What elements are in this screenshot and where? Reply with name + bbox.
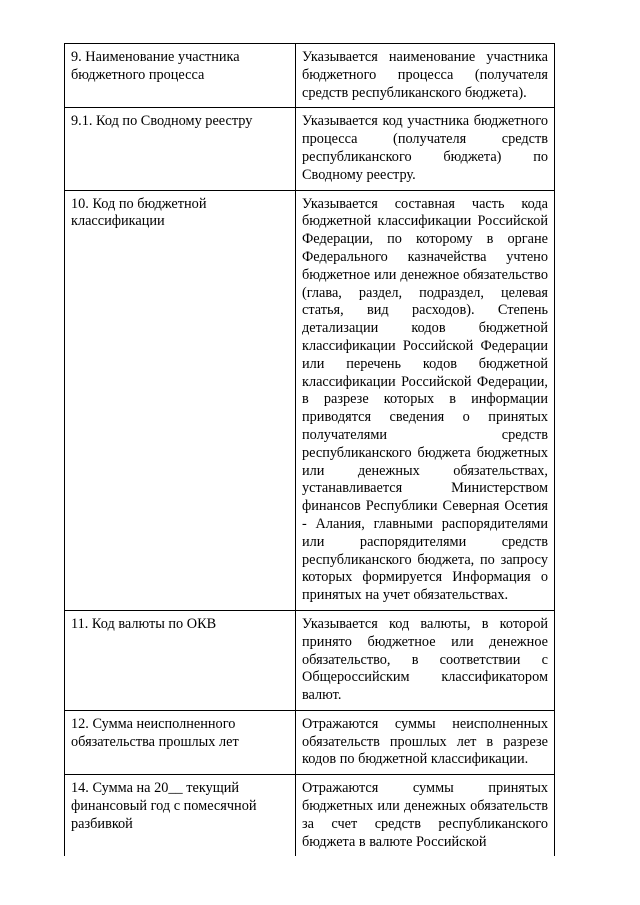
field-description-cell: Указывается составная часть кода бюджетной классификации Российской Федерации, по которому в органе Федерального казначейства учтено бюджетное или денежное обязательство (глава, раздел, подраздел, целевая статья, вид расходов). Степень детализации кодов бюджетной классификации Российской Федерации или перечень кодов бюджетной классификации Российской Федерации, в разрезе которых в информации приводятся сведения о принятых получателями средств республиканского бюджета бюджетных или денежных обязательствах, устанавливается Министерством финансов Республики Северная Осетия - Алания, главными распорядителями или распорядителями средств республиканского бюджета, по запросу которых формируется Информация о принятых на учет обязательствах. (296, 190, 555, 610)
table-row (65, 610, 555, 710)
table-row (65, 775, 555, 857)
field-name-cell: 11. Код валюты по ОКВ (65, 610, 296, 710)
field-description-cell: Указывается код участника бюджетного процесса (получателя средств республиканского бюджета) по Сводному реестру. (296, 108, 555, 190)
table-row (65, 710, 555, 774)
field-description-cell: Отражаются суммы принятых бюджетных или денежных обязательств за счет средств республиканского бюджета в валюте Российской (296, 775, 555, 857)
field-name-cell: 10. Код по бюджетной классификации (65, 190, 296, 610)
table-row (65, 44, 555, 108)
field-description-cell: Указывается наименование участника бюджетного процесса (получателя средств республиканского бюджета). (296, 44, 555, 108)
table-row (65, 108, 555, 190)
instructions-table (64, 43, 555, 856)
field-name-cell: 12. Сумма неисполненного обязательства прошлых лет (65, 710, 296, 774)
field-name-cell: 9.1. Код по Сводному реестру (65, 108, 296, 190)
table-row (65, 190, 555, 610)
field-description-cell: Отражаются суммы неисполненных обязательств прошлых лет в разрезе кодов по бюджетной классификации. (296, 710, 555, 774)
field-name-cell: 14. Сумма на 20__ текущий финансовый год с помесячной разбивкой (65, 775, 296, 857)
field-name-cell: 9. Наименование участника бюджетного процесса (65, 44, 296, 108)
field-description-cell: Указывается код валюты, в которой принято бюджетное или денежное обязательство, в соответствии с Общероссийским классификатором валют. (296, 610, 555, 710)
